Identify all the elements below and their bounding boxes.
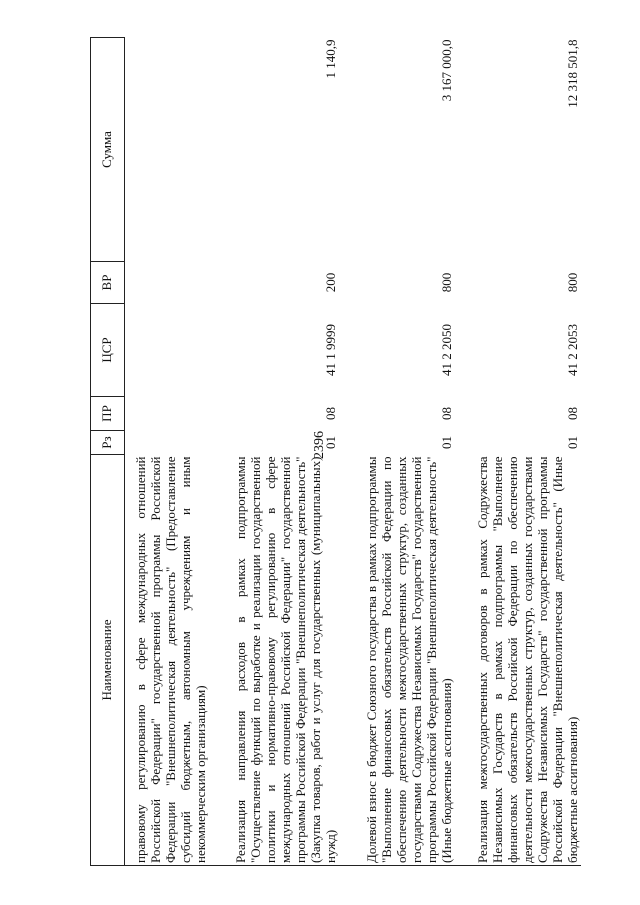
row-vr: 800: [439, 272, 455, 293]
row-vr: 200: [323, 272, 339, 293]
row-csr: 41 2 2053: [565, 324, 581, 376]
row-name: Реализация направления расходов в рамках подпрограммы "Осуществление функций по выработке и реализации государственной политики и нормативно-правовому регулированию в сфере международных отношений Российской Федерации" государственной программы Российской Федерации "Внешнеполитическая деятельность" (Закупка товаров, работ и услуг для государственных (муниципальных) нужд): [209, 455, 339, 866]
row-rz: 01: [323, 436, 339, 449]
header-pr: ПР: [91, 397, 125, 431]
row-sum: 1 140,9: [323, 39, 339, 79]
page-number: 2396: [312, 431, 327, 459]
row-rz: 01: [439, 436, 455, 449]
row-csr: 41 1 9999: [323, 324, 339, 376]
row-csr: [125, 304, 210, 397]
header-vr: ВР: [91, 262, 125, 304]
row-pr: [125, 397, 210, 431]
table-row: [125, 38, 210, 866]
row-sum: [125, 38, 210, 262]
row-vr: 800: [565, 272, 581, 293]
row-pr: 08: [439, 407, 455, 420]
row-sum: 12 318 501,8: [565, 39, 581, 108]
header-sum: Сумма: [91, 38, 125, 262]
row-vr: [125, 262, 210, 304]
table-header-row: [91, 38, 125, 866]
table-row: [455, 38, 581, 866]
row-name: Долевой взнос в бюджет Союзного государства в рамках подпрограммы "Выполнение финансовых обязательств Российской Федерации по обеспечению деятельности межгосударственных структур, созданных государствами Содружества Независимых Государств" государственной программы Российской Федерации "Внешнеполитическая деятельность" (Иные бюджетные ассигнования): [339, 455, 455, 866]
row-rz: 01: [565, 436, 581, 449]
row-csr: 41 2 2050: [439, 324, 455, 376]
row-sum: 3 167 000,0: [439, 39, 455, 102]
header-csr: ЦСР: [91, 304, 125, 397]
row-pr: 08: [323, 407, 339, 420]
header-name: Наименование: [91, 455, 125, 866]
table-row: [209, 38, 339, 866]
row-pr: 08: [565, 407, 581, 420]
row-name: Реализация межгосударственных договоров в рамках Содружества Независимых Государств в рамках подпрограммы "Выполнение финансовых обязательств Российской Федерации по обеспечению деятельности межгосударственных структур, созданных государствами Содружества Независимых Государств" государственной программы Российской Федерации "Внешнеполитическая деятельность" (Иные бюджетные ассигнования): [455, 455, 581, 866]
budget-table: [90, 37, 581, 866]
row-name: правовому регулированию в сфере международных отношений Российской Федерации" государственной программы Российской Федерации "Внешнеполитическая деятельность" (Предоставление субсидий бюджетным, автономным учреждениям и иным некоммерческим организациям): [125, 455, 210, 866]
row-rz: [125, 431, 210, 455]
rotated-table-wrapper: [90, 38, 581, 866]
header-rz: Рз: [91, 431, 125, 455]
table-row: [339, 38, 455, 866]
